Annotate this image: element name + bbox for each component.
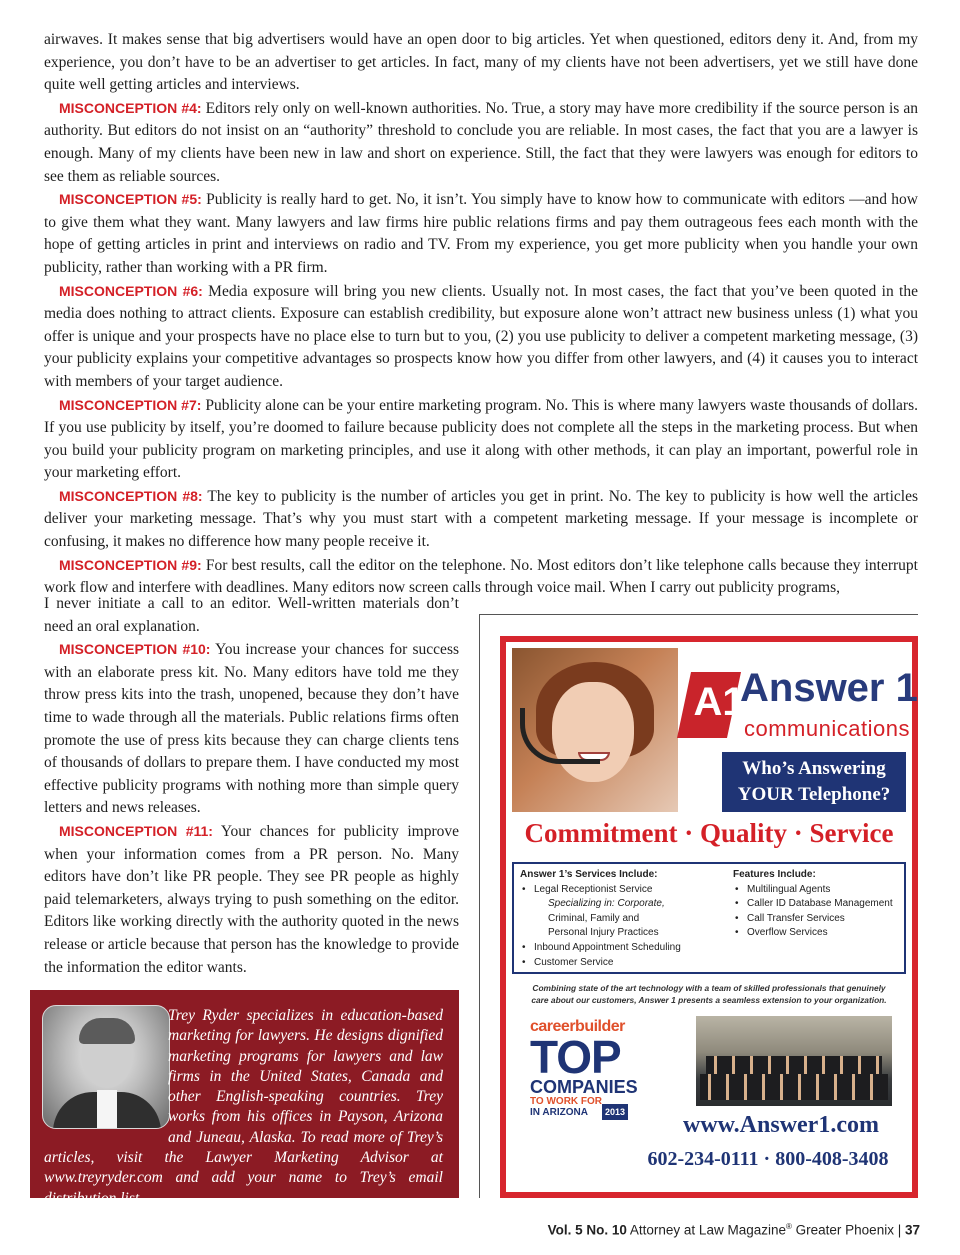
headset-receptionist-photo-icon bbox=[512, 648, 678, 812]
features-title: Features Include: bbox=[733, 869, 816, 880]
service-item: Personal Injury Practices bbox=[548, 927, 659, 939]
ad-services-box bbox=[512, 862, 906, 974]
misconception-label: MISCONCEPTION #6: bbox=[59, 282, 203, 299]
badge-brand: careerbuilder bbox=[530, 1018, 625, 1035]
misconception-label: MISCONCEPTION #9: bbox=[59, 556, 202, 573]
article-paragraph bbox=[44, 593, 459, 638]
article-column-text bbox=[44, 593, 459, 979]
article-paragraph bbox=[44, 820, 459, 979]
feature-item: • Multilingual Agents bbox=[733, 883, 903, 898]
services-column bbox=[520, 868, 730, 970]
footer-page-number: 37 bbox=[904, 1222, 920, 1238]
misconception-label: MISCONCEPTION #5: bbox=[59, 191, 202, 208]
ad-banner bbox=[722, 752, 906, 812]
features-list bbox=[733, 883, 903, 941]
misconception-label: MISCONCEPTION #11: bbox=[59, 822, 213, 839]
ad-tagline: Commitment · Quality · Service bbox=[524, 818, 894, 848]
footer-edition: Greater Phoenix bbox=[791, 1222, 894, 1238]
author-bio-box bbox=[30, 990, 459, 1207]
footer-volume: Vol. 5 No. 10 bbox=[547, 1222, 627, 1238]
service-item: • Inbound Appointment Scheduling bbox=[520, 941, 730, 956]
paragraph-text: Publicity is really hard to get. No, it isn’t. You simply have to know how to communicate with editors —and how to give them what they want. Many lawyers and law firms hire public relations firms and pay them outrageous fees each month with the hope of getting articles in print and interviews on radio and TV. From my experience, you get more publicity when you handle your own publicity, rather than working with a PR firm. bbox=[44, 191, 918, 276]
services-title: Answer 1’s Services Include: bbox=[520, 869, 658, 880]
ad-phones: 602-234-0111 · 800-408-3408 bbox=[647, 1148, 889, 1170]
article-paragraph bbox=[44, 485, 918, 554]
paragraph-text: I never initiate a call to an editor. Well-written materials don’t need an oral explanation. bbox=[44, 595, 459, 635]
paragraph-text: The key to publicity is the number of articles you get in print. No. The key to publicity is how well the articles deliver your marketing message. That’s why you must start with a competent marketing message. If your message is incomplete or confusing, it makes no difference how many people receive it. bbox=[44, 487, 918, 551]
banner-line-2: YOUR Telephone? bbox=[737, 784, 891, 805]
paragraph-text: Media exposure will bring you new clients. Usually not. In most cases, the fact that you’ve been quoted in the media does nothing to attract clients. Exposure can establish credibility, but exposure alone won’t attract new business unless (1) what you offer is unique and your prospects have no place else to turn but to you, (2) you use publicity to deliver a competent marketing message, (3) your publicity explains your competitive advantages so prospects know how you differ from other lawyers, and (4) it causes you to interact with members of your target audience. bbox=[44, 282, 918, 390]
answer1-advertisement bbox=[500, 636, 918, 1198]
paragraph-text: Publicity alone can be your entire marketing program. No. This is where many lawyers waste thousands of dollars. If you use publicity by itself, you’re doomed to failure because publicity does not complete all the steps in the marketing process. But when you build your publicity program on marketing principles, and use it along with other methods, it can play an important, powerful role in your marketing effort. bbox=[44, 396, 918, 482]
misconception-label: MISCONCEPTION #10: bbox=[59, 641, 211, 658]
team-group-photo-icon bbox=[696, 1016, 892, 1106]
a1-logo-icon: A1 bbox=[677, 672, 741, 738]
feature-item: • Caller ID Database Management bbox=[733, 897, 903, 912]
feature-item: • Call Transfer Services bbox=[733, 912, 903, 927]
badge-in: IN ARIZONA bbox=[530, 1107, 588, 1118]
services-list bbox=[520, 883, 730, 971]
misconception-label: MISCONCEPTION #8: bbox=[59, 487, 203, 504]
service-item: Specializing in: Corporate, bbox=[548, 898, 665, 910]
banner-line-1: Who’s Answering bbox=[742, 758, 886, 779]
paragraph-text: Your chances for publicity improve when your information comes from a PR person. No. Many editors have don’t like PR people. They see PR people as highly paid telemarketers, always trying to push something on the editor. Editors like working directly with the authority quoted in the news release or article because that person has the knowledge to provide the information the editor wants. bbox=[44, 822, 459, 976]
article-paragraph bbox=[44, 394, 918, 485]
logo-name: Answer 1 bbox=[740, 666, 918, 710]
article-paragraph bbox=[44, 188, 918, 279]
feature-item: • Overflow Services bbox=[733, 926, 903, 941]
service-item: Criminal, Family and bbox=[548, 912, 640, 924]
article-paragraph bbox=[44, 29, 918, 97]
features-column bbox=[733, 868, 903, 941]
article-paragraph bbox=[44, 638, 459, 820]
service-item: • Legal Receptionist Service bbox=[520, 883, 730, 898]
footer-magazine: Attorney at Law Magazine bbox=[626, 1222, 786, 1238]
badge-year: 2013 bbox=[602, 1104, 628, 1120]
page-footer bbox=[548, 1222, 920, 1238]
logo-subtitle: communications bbox=[744, 716, 910, 741]
article-top-text bbox=[44, 29, 918, 600]
ad-url[interactable]: www.Answer1.com bbox=[683, 1112, 879, 1138]
misconception-label: MISCONCEPTION #4: bbox=[59, 99, 202, 116]
ad-combine-text: Combining state of the art technology with a team of skilled professionals that genuinely care about our customers, Answer 1 presents a seamless extension to your organization. bbox=[531, 983, 887, 1005]
badge-work: TO WORK FOR bbox=[530, 1096, 603, 1107]
service-item: • Customer Service bbox=[520, 956, 730, 971]
careerbuilder-badge bbox=[530, 1018, 638, 1128]
article-paragraph bbox=[44, 280, 918, 394]
paragraph-text: For best results, call the editor on the telephone. No. Most editors don’t like telephone calls because they interrupt work flow and interfere with deadlines. Many editors now screen calls through voice mail. When I carry out publicity programs, bbox=[44, 556, 918, 597]
badge-top: TOP bbox=[530, 1031, 621, 1083]
ad-header bbox=[512, 648, 918, 812]
footer-sep: | bbox=[893, 1222, 905, 1238]
paragraph-text: Editors rely only on well-known authorities. No. True, a story may have more credibility if the source person is an authority. But editors do not insist on an “authority” threshold to conclude you are reliable. In most cases, the fact that you are a lawyer is enough. Many of my clients have been new in law and short on experience. Still, the fact that they were lawyers was enough for editors to see them as reliable sources. bbox=[44, 99, 918, 185]
paragraph-text: You increase your chances for success with an elaborate press kit. No. Many editors have told me they throw press kits into the trash, unopened, because they don’t have time to wade through all the materials. Public relations firms often promote the use of press kits because they can charge clients tens of thousands of dollars to prepare them. I have conducted my most effective publicity programs with nothing more than simple query letters and news releases. bbox=[44, 641, 460, 817]
badge-companies: COMPANIES bbox=[530, 1077, 638, 1097]
footer-reg: ® bbox=[785, 1222, 792, 1231]
author-bio-text: Trey Ryder specializes in education-based marketing for lawyers. He designs dignified marketing programs for lawyers and law firms in the United States, Canada and other English-speaking countries. Trey works from his offices in Payson, Arizona and Juneau, Alaska. To read more of Trey’s articles, visit the Lawyer Marketing Advisor at www.treyryder.com and add your name to Trey’s email distribution list. bbox=[44, 1007, 443, 1207]
paragraph-text: airwaves. It makes sense that big advertisers would have an open door to big articles. Yet when questioned, editors deny it. And, from my experience, you don’t have to be an advertiser to get articles. In fact, many of my clients have not been advertisers, yet we still have done quite well getting articles and interviews. bbox=[44, 31, 918, 94]
misconception-label: MISCONCEPTION #7: bbox=[59, 396, 202, 413]
article-paragraph bbox=[44, 97, 918, 188]
answer1-logo bbox=[684, 658, 918, 750]
